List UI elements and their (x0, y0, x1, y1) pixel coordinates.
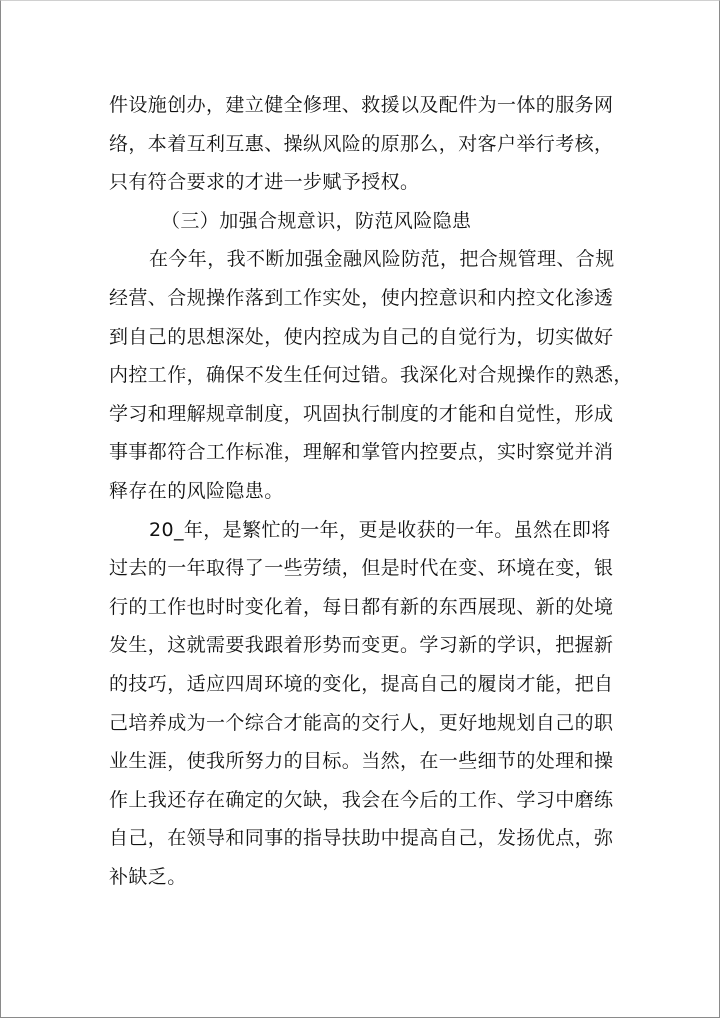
paragraph-line: 事事都符合工作标准，理解和掌管内控要点，实时察觉并消 (109, 441, 614, 464)
paragraph-line: 过去的一年取得了一些劳绩，但是时代在变、环境在变，银 (109, 557, 614, 580)
paragraph-line: 自己，在领导和同事的指导扶助中提高自己，发扬优点，弥 (109, 827, 614, 850)
paragraph-line: 件设施创办，建立健全修理、救援以及配件为一体的服务网 (109, 94, 614, 116)
section-heading: （三）加强合规意识，防范风险隐患 (161, 209, 472, 232)
paragraph-line: 只有符合要求的才进一步赋予授权。 (109, 171, 420, 194)
paragraph-line: 发生，这就需要我跟着形势而变更。学习新的学识，把握新 (109, 634, 614, 657)
paragraph-line: 己培养成为一个综合才能高的交行人，更好地规划自己的职 (109, 711, 614, 734)
paragraph-line: 作上我还存在确定的欠缺，我会在今后的工作、学习中磨练 (109, 788, 614, 811)
paragraph-line: 在今年，我不断加强金融风险防范，把合规管理、合规 (149, 248, 615, 271)
paragraph-line: 业生涯，使我所努力的目标。当然，在一些细节的处理和操 (109, 750, 614, 773)
paragraph-line: 络，本着互利互惠、操纵风险的原那么，对客户举行考核， (109, 132, 614, 155)
paragraph-line: 补缺乏。 (109, 865, 187, 888)
paragraph-line: 内控工作，确保不发生任何过错。我深化对合规操作的熟悉， (109, 364, 633, 387)
paragraph-line: 学习和理解规章制度，巩固执行制度的才能和自觉性，形成 (109, 402, 614, 425)
paragraph-line: 释存在的风险隐患。 (109, 479, 284, 502)
paragraph-line: 经营、合规操作落到工作实处，使内控意识和内控文化渗透 (109, 286, 614, 309)
document-body (109, 86, 633, 896)
paragraph-line: 20_年，是繁忙的一年，更是收获的一年。虽然在即将 (149, 518, 611, 541)
paragraph-line: 到自己的思想深处，使内控成为自己的自觉行为，切实做好 (109, 325, 614, 348)
paragraph-line: 行的工作也时时变化着，每日都有新的东西展现、新的处境 (109, 595, 614, 618)
paragraph-line: 的技巧，适应四周环境的变化，提高自己的履岗才能，把自 (109, 672, 614, 695)
